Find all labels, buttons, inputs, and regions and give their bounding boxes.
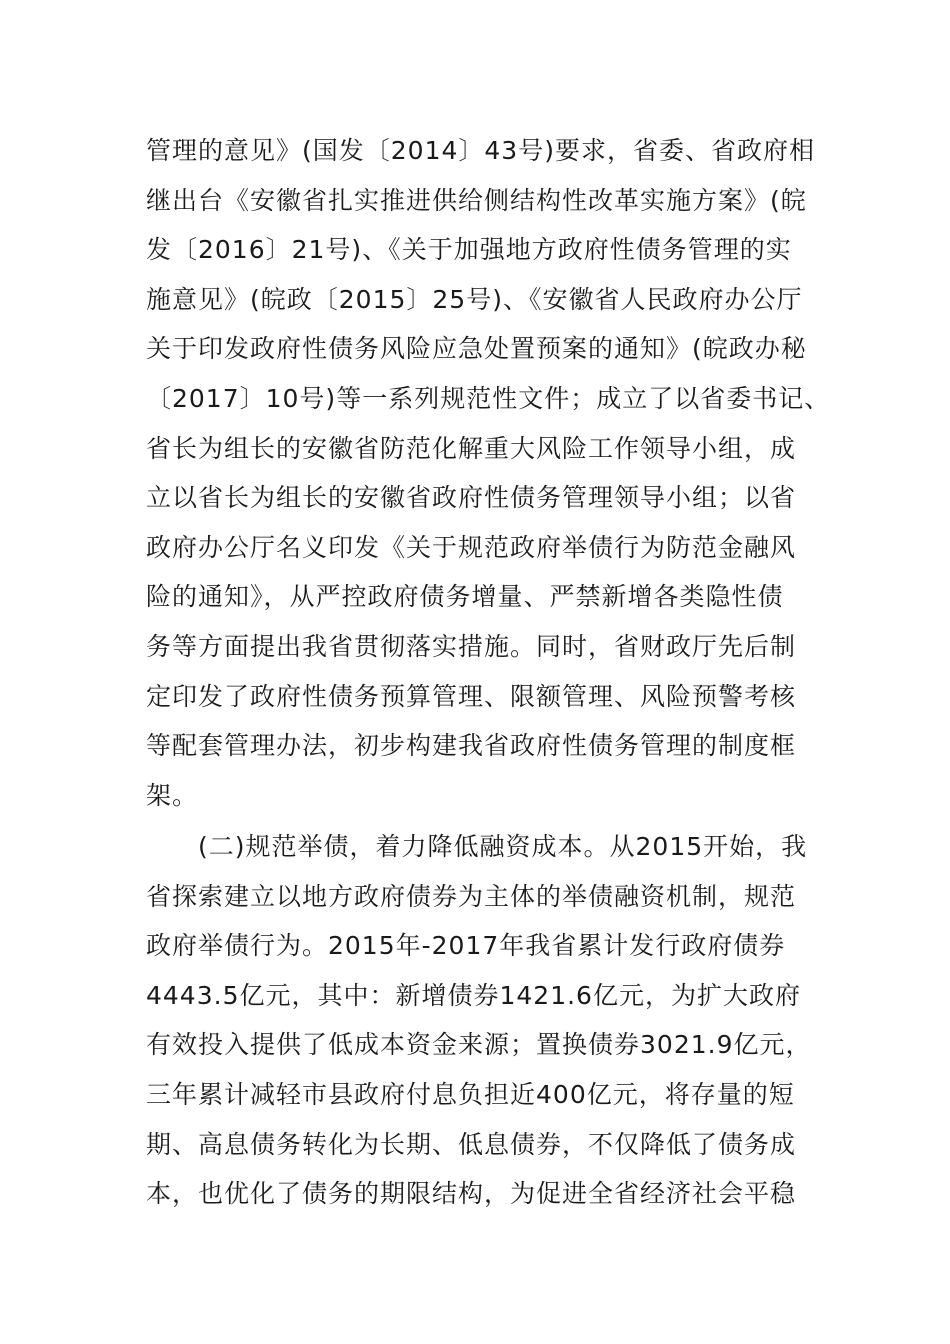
text-line: 务等方面提出我省贯彻落实措施。同时，省财政厅先后制 — [146, 631, 797, 661]
text-line: 政府办公厅名义印发《关于规范政府举债行为防范金融风 — [146, 532, 797, 562]
text-line: 关于印发政府性债务风险应急处置预案的通知》(皖政办秘 — [146, 334, 807, 364]
text-line: 施意见》(皖政〔2015〕25号)、《安徽省人民政府办公厅 — [146, 284, 803, 314]
paragraph-bond-financing — [146, 822, 814, 1219]
text-line: 本，也优化了债务的期限结构，为促进全省经济社会平稳 — [146, 1179, 797, 1209]
text-line: 等配套管理办法，初步构建我省政府性债务管理的制度框 — [146, 731, 797, 761]
text-line: 有效投入提供了低成本资金来源；置换债券3021.9亿元， — [146, 1030, 812, 1060]
text-line: 省探索建立以地方政府债券为主体的举债融资机制，规范 — [146, 881, 797, 911]
text-line: 4443.5亿元，其中：新增债券1421.6亿元，为扩大政府 — [146, 980, 801, 1010]
text-line: 继出台《安徽省扎实推进供给侧结构性改革实施方案》(皖 — [146, 185, 807, 215]
text-line: 省长为组长的安徽省防范化解重大风险工作领导小组，成 — [146, 433, 797, 463]
text-line: 政府举债行为。2015年-2017年我省累计发行政府债券 — [146, 931, 786, 961]
text-line: 险的通知》，从严控政府债务增量、严禁新增各类隐性债 — [146, 582, 784, 612]
text-line: 发〔2016〕21号)、《关于加强地方政府性债务管理的实 — [146, 235, 792, 265]
text-line: 期、高息债务转化为长期、低息债券，不仅降低了债务成 — [146, 1129, 797, 1159]
text-line: 三年累计减轻市县政府付息负担近400亿元，将存量的短 — [146, 1079, 795, 1109]
section-heading-line: (二)规范举债，着力降低融资成本。从2015开始，我 — [198, 832, 808, 861]
text-line: 〔2017〕10号)等一系列规范性文件；成立了以省委书记、 — [146, 383, 831, 413]
text-line: 立以省长为组长的安徽省政府性债务管理领导小组；以省 — [146, 483, 797, 513]
text-line: 定印发了政府性债务预算管理、限额管理、风险预警考核 — [146, 681, 797, 711]
text-line: 架。 — [146, 780, 199, 810]
text-line: 管理的意见》(国发〔2014〕43号)要求，省委、省政府相 — [146, 136, 815, 165]
paragraph-policy-documents — [146, 126, 831, 820]
